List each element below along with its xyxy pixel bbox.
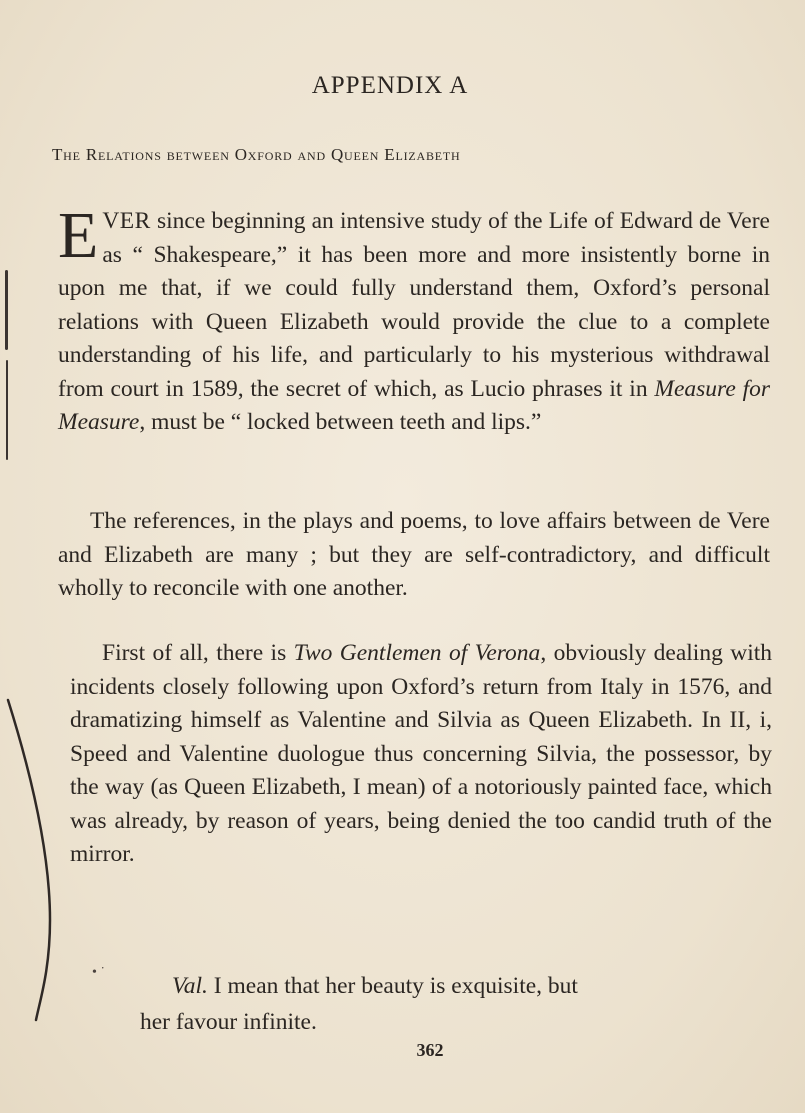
play-title-measure: Measure for Measure [58, 375, 770, 435]
page-number: 362 [416, 1040, 444, 1060]
paragraph-2: The references, in the plays and poems, to love affairs between de Vere and Elizabeth are many ; but they are self-contradictory, and difficult wholly to reconcile with one another. [58, 508, 770, 601]
margin-pencil-mark-upper [5, 270, 8, 350]
margin-pencil-mark-middle [6, 360, 8, 460]
verse-line-2: her favour infinite. [140, 1009, 317, 1035]
drop-cap: E [58, 199, 99, 272]
paragraph-1-text-end: , must be “ locked between teeth and lips.” [139, 409, 542, 435]
margin-dots: • ˙ [92, 965, 106, 980]
verse-line-1 [140, 968, 780, 1004]
chapter-subheading: The Relations between Oxford and Queen Elizabeth [52, 145, 461, 164]
verse-quote [140, 968, 780, 1040]
margin-pencil-bracket [0, 690, 60, 1030]
paragraph-3-text: First of all, there is [102, 640, 294, 666]
verse-line-1-text: I mean that her beauty is exquisite, but [207, 973, 578, 999]
opening-caps: VER [102, 208, 151, 234]
appendix-heading: APPENDIX A [311, 72, 469, 99]
paragraph-1 [58, 199, 770, 440]
speaker-name: Val. [172, 973, 208, 999]
paragraph-3-text-end: , obviously dealing with incidents closely following upon Oxford’s return from Italy in 1576, and dramatizing himself as Valentine and Silvia as Queen Elizabeth. In II, i, Speed and Valentine duologue thus concerning Silvia, the possessor, by the way (as Queen Elizabeth, I mean) of a notoriously painted face, which was already, by reason of years, being denied the too candid truth of the mirror. [70, 640, 772, 867]
paragraph-1-text: since beginning an intensive study of the Life of Edward de Vere as “ Shakespeare,” it has been more and more insistently borne in upon me that, if we could fully understand them, Oxford’s personal relations with Queen Elizabeth would provide the clue to a complete understanding of his life, and particularly to his mysterious withdrawal from court in 1589, the secret of which, as Lucio phrases it in [58, 208, 770, 402]
paragraph-3 [70, 637, 772, 872]
play-title-two-gentlemen: Two Gentlemen of Verona [293, 640, 541, 666]
